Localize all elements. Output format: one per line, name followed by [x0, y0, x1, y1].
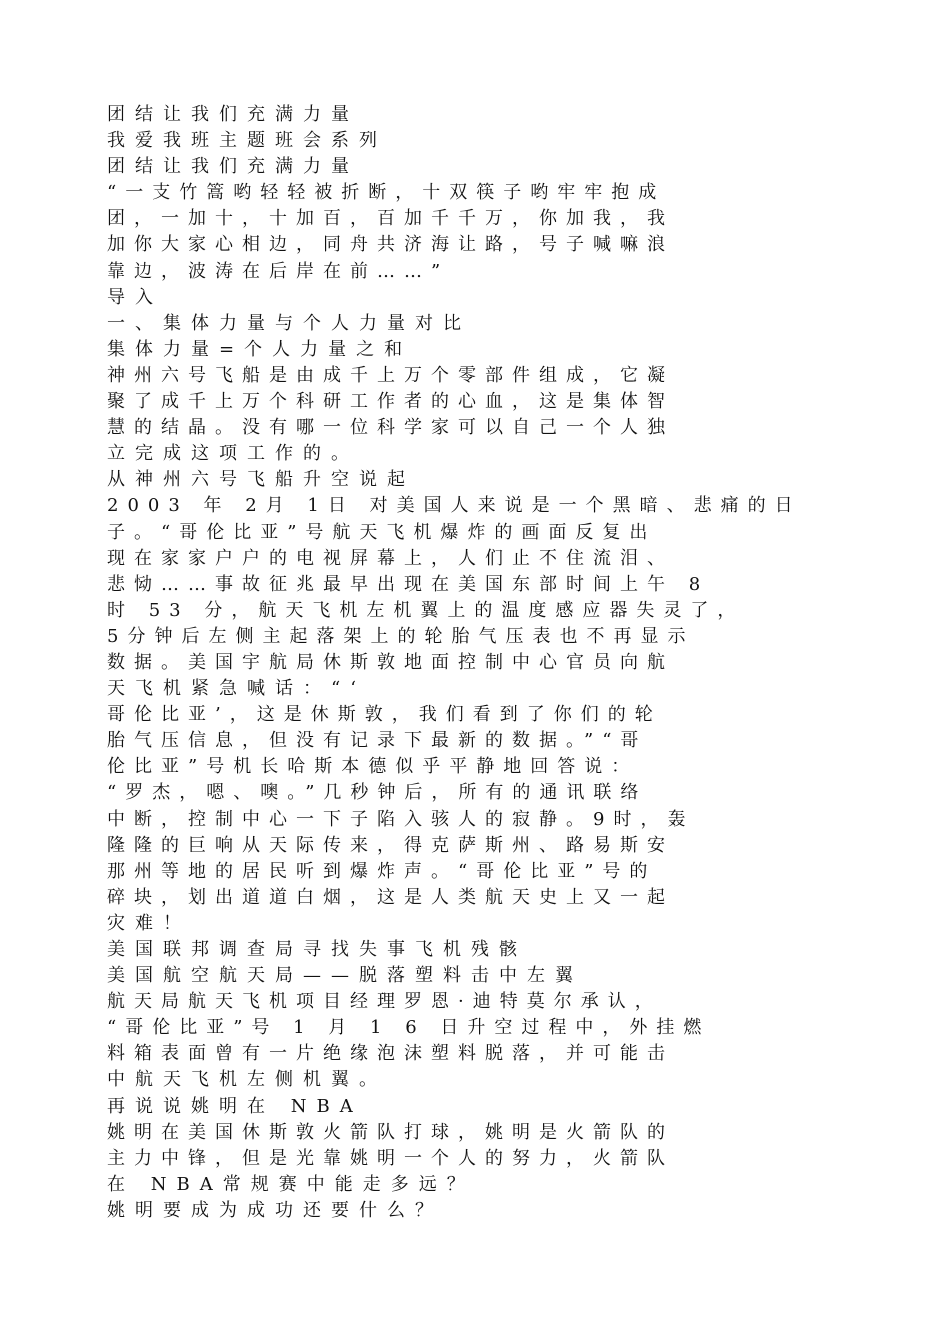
- text-line: 悲恸……事故征兆最早出现在美国东部时间上午 8: [107, 573, 710, 595]
- text-line: 姚明在美国休斯敦火箭队打球，姚明是火箭队的: [107, 1121, 674, 1143]
- text-line: 5分钟后左侧主起落架上的轮胎气压表也不再显示: [107, 625, 695, 647]
- section-heading: 美国航空航天局——脱落塑料击中左翼: [107, 965, 583, 987]
- text-line: 数据。美国宇航局休斯敦地面控制中心官员向航: [107, 651, 674, 673]
- text-line: 那州等地的居民听到爆炸声。“哥伦比亚”号的: [107, 860, 657, 882]
- text-line: 团，一加十，十加百，百加千千万，你加我，我: [107, 208, 674, 230]
- text-line: 哥伦比亚’，这是休斯敦，我们看到了你们的轮: [107, 704, 662, 726]
- text-line: 料箱表面曾有一片绝缘泡沫塑料脱落，并可能击: [107, 1043, 674, 1065]
- text-line: 慧的结晶。没有哪一位科学家可以自己一个人独: [107, 417, 674, 439]
- title-line: 团结让我们充满力量: [107, 104, 359, 125]
- text-line: 立完成这项工作的。: [107, 443, 359, 465]
- text-line: 加你大家心相边，同舟共济海让路，号子喊嘛浪: [107, 234, 674, 256]
- text-line: 时 53 分，航天飞机左机翼上的温度感应器失灵了，: [107, 599, 745, 621]
- text-line: 隆隆的巨响从天际传来，得克萨斯州、路易斯安: [107, 834, 674, 856]
- text-line: 伦比亚”号机长哈斯本德似乎平静地回答说：: [107, 756, 639, 778]
- text-line: 聚了成千上万个科研工作者的心血，这是集体智: [107, 391, 674, 413]
- text-line: 2003 年 2月 1日 对美国人来说是一个黑暗、悲痛的日: [107, 495, 802, 517]
- section-heading: 美国联邦调查局寻找失事飞机残骸: [107, 939, 527, 960]
- text-line: “一支竹篙哟轻轻被折断，十双筷子哟牢牢抱成: [107, 182, 666, 204]
- closing-question: 姚明要成为成功还要什么？: [107, 1199, 443, 1221]
- text-line: 胎气压信息，但没有记录下最新的数据。”“哥: [107, 730, 648, 752]
- text-line: 靠边，波涛在后岸在前……”: [107, 260, 450, 282]
- text-line: 神州六号飞船是由成千上万个零部件组成，它凝: [107, 364, 674, 386]
- text-line: 中断，控制中心一下子陷入骇人的寂静。9时，轰: [107, 808, 695, 830]
- text-line: 灾难！: [107, 912, 191, 934]
- section-heading: 一、集体力量与个人力量对比: [107, 312, 471, 334]
- text-line: “罗杰，嗯、噢。”几秒钟后，所有的通讯联络: [107, 782, 648, 804]
- text-line: “哥伦比亚”号 1 月 1 6 日升空过程中，外挂燃: [107, 1017, 711, 1039]
- section-heading: 从神州六号飞船升空说起: [107, 469, 415, 491]
- title-repeat-line: 团结让我们充满力量: [107, 156, 359, 178]
- text-line: 主力中锋，但是光靠姚明一个人的努力，火箭队: [107, 1147, 674, 1169]
- text-line: 子。“哥伦比亚”号航天飞机爆炸的画面反复出: [107, 521, 657, 543]
- text-line: 在 NBA常规赛中能走多远？: [107, 1173, 475, 1195]
- text-line: 集体力量=个人力量之和: [107, 338, 413, 360]
- text-line: 现在家家户户的电视屏幕上，人们止不住流泪、: [107, 547, 674, 569]
- subtitle-line: 我爱我班主题班会系列: [107, 130, 387, 152]
- section-heading: 导入: [107, 286, 163, 308]
- section-heading: 再说说姚明在 NBA: [107, 1095, 363, 1117]
- text-line: 天飞机紧急喊话：“‘: [107, 678, 366, 700]
- text-line: 航天局航天飞机项目经理罗恩·迪特莫尔承认，: [107, 991, 662, 1013]
- text-line: 中航天飞机左侧机翼。: [107, 1069, 387, 1091]
- document-body: [107, 102, 852, 1224]
- text-line: 碎块，划出道道白烟，这是人类航天史上又一起: [107, 886, 674, 908]
